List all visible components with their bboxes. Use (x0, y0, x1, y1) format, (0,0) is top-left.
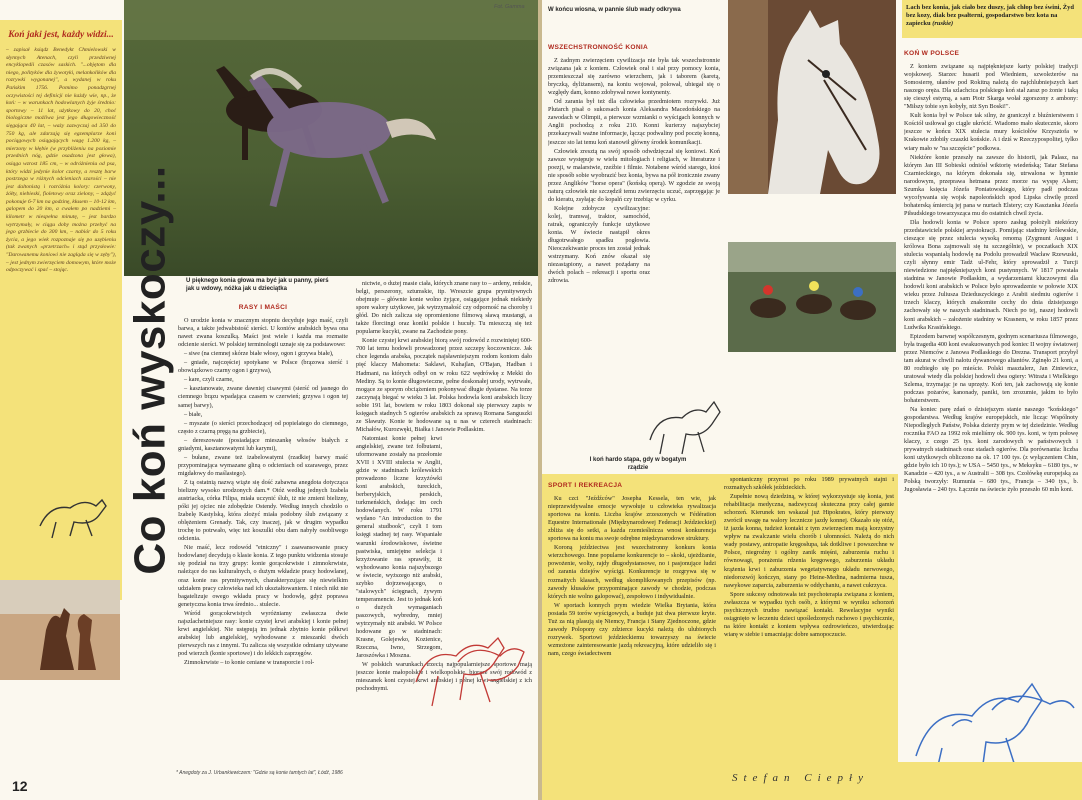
section2-paragraph: W sportach konnych prym wiedzie Wielka Brytania, która posiada 59 torów wyścigowych, a buduje już dwa pierwsze kryte. Tuż za nią plasują się Niemcy, Francja i Stany Zjednoczone, gdzie zawody Polopony czy zdzierce kucyki należą do ulubionych rozrywek. Sportowi jeździeckiemu towarzyszy na świecie wzmożone zainteresowanie jazdą rekreacyjną, które udzieliło się i nam, czego świadectwem (548, 601, 716, 657)
col1-paragraph: O urodzie konia w znacznym stopniu decyduje jego maść, czyli barwa, a także jedwabistość sierści. U koniów arabskich bywa ona nawet zwana koszulką. Maści jest wiele i każda ma rozmaite odcienie sierści. W polskiej terminologii uznaje się za podstawowe: (178, 317, 348, 349)
horses-running-photo (124, 0, 538, 276)
author-name: Stefan Ciepły (732, 772, 869, 784)
proverb (906, 4, 1078, 28)
right-page (542, 0, 1082, 800)
horse-head-photo (728, 0, 896, 194)
sport-column-2 (724, 476, 894, 760)
section1-paragraph: Człowiek zresztą na swój sposób odwdzięczał się koniowi. Koń zawsze występuje w wielu mitologiach i religiach, w literaturze i poezji, w malarstwie, rzeźbie i filmie. Notabene wśród starego, ktoś nie sposób sobie wyobrazić bez konia, bywa na pół ironicznie zwany przez Anglików "horse opera" (końską operą). W zgodzie ze swoją naturą człowiek nie szczędził temu zwierzęciu uczuć, zaprzęgając je do kieratu, zsyłając do kopalń czy trzebiąc w cyrku. (548, 147, 720, 203)
col2-paragraph: W polskich warunkach trzecią najpopularniejsze sportowe mają jeszcze konie małopolskie i wielkopolskie, biorące swój rodowód z mieszanek koni czystej krwi arabskiej i pełnej krwi angielskiej z ich pochodnymi. (356, 661, 532, 693)
section3-paragraph: Na koniec parę zdań o dzisiejszym stanie naszego "końskiego" gospodarstwa. Według krajów europejskich, nie licząc Wspólnoty Niepodległych Państw, Polska dzierży prym w tej dziedzinie. Według rocznika FAO za 1992 rok mieliśmy ok. 900 tys. koni, w tym połowę klaczy, z czego 25 tys. koni zarodowych w państwowych i prywatnych stadninach oraz stadach ogierów. Dla porównania: liczba koni użytkowych obliczono na ok. 17 100 tys. (z wyłączeniem Chin, gdzie było ich 10 tys.); w USA – 5450 tys., w Meksyku – 6180 tys., w Kanadzie – 420 tys., a w Australii – 308 tys. Czołówkę europejską za Polską tworzyły: Rumunia – 680 tys., Francja – 340 tys., b. Jugosławia – 240 tys. Łącznie na świecie żyło przeszło 60 mln koni. (904, 406, 1078, 494)
sport-heading: SPORT I REKREACJA (548, 482, 623, 489)
horses-fighting-illustration (0, 580, 120, 680)
col2-paragraph: Konie czystej krwi arabskiej biorą swój rodowód z rozwiniętej 600-700 lat temu hodowli prowadzonej przez szczepy koczownicze. Jak chce legenda arabska, początek najsławniejszym rodom koniom dało pięć klaczy Mahometa: Saklawi, Kuhajlan, O'Bajan, Hadban i Hadmani, na których odbył on w roku 622 wędrówkę z Mekki do Mediny. Są to konie długowieczne, pełne doskonałej urody, wytrwałe, mogące ze sporym obciążeniem pokonywać długie dystanse. Na torze zaczynają biegać w wieku 3 lat. Polska hodowla koni arabskich liczy sobie 191 lat, bowiem w roku 1803 dokonał się pierwszy zapis w księgach stadnych 5 ogierów arabskich za sprawą Romana Sanguszki ze Sławuty. Konie te hodowane są u nas w czterech stadninach: Michałów, Kurozwęki, Białka i Janowie Podlaskim. (356, 337, 532, 433)
col1-paragraph: – gniade, najczęściej spotykane w Polsce (brązowa sierść i obowiązkowo czarny ogon i grzywa), (178, 359, 348, 375)
section3-paragraph: Kult konia był w Polsce tak silny, że graniczył z bluźnierstwem i Kościół usiłował go ciągle ukrócić. Wiadomo mało skutecznie, skoro jeszcze w końcu XIX stulecia mury kościołów Krzysztofa w Krakowie zdobiły czaszki końskie. A i dziś w Rzeczypospolitej, tylko wiary mało w "na szczęście" podkowa. (904, 112, 1078, 152)
col1-paragraph: Wśród gorącokrwistych wyróżniamy zwłaszcza dwie najszlachetniejsze rasy: konie czystej krwi arabskiej i konie pełnej krwi angielskiej. Nie ustępują im jednak zbytnio konie półkrwi arabskiej lub angielskiej, wyhodowane z mieszanki dwóch pierwszych ras z innymi. Tu zalicza się wszystkie odmiany używane pod wierzch (konie sportowe) i do lekkich zaprzęgów. (178, 609, 348, 657)
article-title-text: Co koń wyskoczy... (126, 165, 176, 575)
proverb-source: (ruskie) (932, 20, 954, 27)
top-caption: W końcu wiosna, w pannie ślub wady odkrywa (548, 7, 681, 13)
col1-paragraph: – białe, (184, 410, 203, 418)
red-horses-sketch-icon (408, 622, 534, 718)
section3-paragraph: Z koniem związane są najpiękniejsze karty polskiej tradycji wojskowej. Starzec husarii pod Wiedniem, szwoleżerów na Somosierrę, ułanów pod Rokitną należą do najchlubniejszych kart naszego oręża. Dla szlachcica polskiego koń stał zaraz po żonie i taką się cieszył estymą, a sam Piotr Skarga wołał zgorszony z ambony: "Miłszy tobie syn kobyły, niż Syn Boski!". (904, 63, 1078, 111)
wszechstronnosc-heading: WSZECHSTRONNOŚĆ KONIA (548, 44, 649, 51)
section2b-paragraph: Spore sukcesy odnotowała też psychoterapia związana z koniem, zwłaszcza w wypadku tych osób, z którymi w wyniku schorzeń psychicznych trudno nawiązać kontakt. Rewelacyjne wyniki osiągnięto w leczeniu dzieci upośledzonych ruchowo i psychicznie, na które kontakt z koniem wpływa ozdrowieńczo, utwierdzając wiarę w siebie i umacniając dobre samopoczucie. (724, 590, 894, 638)
section1-paragraph: Od zarania był też dla człowieka przedmiotem rozrywki. Już Plutarch pisał o sukcesach konia Aleksandra Macedońskiego na zawodach w Olimpii, a pierwsze wzmianki o wyścigach konnych w Anglii pochodzą z roku 210. Konni kurierzy najszybciej przekazywali ważne informacje, łącząc podwaliny pod pocztę konną, jeszcze sto lat temu koń stanowił główny środek komunikacji. (548, 98, 720, 146)
red-horses-sketch (408, 622, 534, 718)
section2b-paragraph: spontaniczny przyrost po roku 1989 prywatnych stajni i rozmaitych szkółek jeździeckich. (724, 476, 894, 492)
photo-caption: U pięknego konia głowa ma być jak u panny, pierś jak u wdowy, nóżka jak u dzieciątka (186, 278, 329, 292)
col1-paragraph: – dereszowate (posiadające mieszankę włosów białych z gniadymi, kasztanowatymi lub karymi), (178, 436, 348, 452)
gray-horse-sketch (642, 390, 728, 460)
gray-horse-sketch-icon (642, 390, 728, 460)
col1-paragraph: Nie maść, lecz rodowód "etniczny" i zaawansowanie pracy hodowlanej decydują o klasie konia. Z tego punktu widzenia stosuje się podział na trzy grupy: konie gorącokrwiste i zimnokrwiste, należące do ras kulturalnych, o dużym wkładzie pracy hodowlanej, oraz konie ras prymitywnych, charakteryzujące się niewielkim udziałem pracy człowieka nad ich ukształtowaniem. I niech nikt nie bagatelizuje owego wkładu pracy w hodowlę, gdyż poprawa genetyczna konia trwa średnio... stulecie. (178, 544, 348, 608)
col1-paragraph: – bułane, zwane też izabelowatymi (rzadkiej barwy maść przypominająca wymazane gliną o odcieniach od szarawego, przez migdałowy do maślastego). (178, 453, 348, 477)
sidebar-text: – zapisał ksiądz Benedykt Chmielowski w słynnych Atenach, czyli przedziwnej encyklopedii czasów saskich. "...objętom dla niego, polityków dla żywotyki, melankolików dla rozrywki wygonanej", a wydanej w roku Pańskim 1756. Pomimo ponadzgrnej oczywistości tej definicji nie każdy wie, np., że koń: – w warunkach hodowlanych żyje średnio: sportowy – 11 lat, użytkowy do 20, choć biologiczne możliwa jest jego długowieczność sięgająca 40 lat, – waży zazwyczaj od 350 do 750 kg, ale zdarzają się egzemplarze koni pociągowych osiągających wagę 1.200 kg, – mierzony w kłębie (w przybliżeniu na poziomie przednich nóg, gdzie osadzona jest głowa), osiąga wzrost 185 cm, – w odróżnieniu od psa, który widzi jedynie kolor czarny, a resztę barw postrzega w różnych odcieniach szarości – nie jest daltonistą i rozróżnia kolory: czerwony, żółty, niebieski, fioletowy oraz zielony, – zdążyć pokonuje 6-7 km na godzinę, kłusem – 10-12 km, galopem do 20 km, a cwałem po nadziemi – kilometr w niespełna minutę, – jest bardzo wytrzymały, w ciągu doby można przebyć na jego grzbiecie do 300 km, – nabiór do 5 roku życia, a jego wiek rozpoznaje się po uzębieniu (tak zwanych «przetrzach» i stąd przysłowie: "Darowanemu koniowi nie zagląda się w zęby"), – jest jednym zwierzęciem domowym, które może odpoczywać i spać – stojąc. (6, 47, 116, 274)
right-column-3 (904, 44, 1078, 654)
article-title (120, 100, 182, 640)
sidebar-heading: Koń jaki jest, każdy widzi... (8, 30, 114, 40)
col1-paragraph: – siwe (na ciemnej skórze białe włosy, ogon i grzywa białe), (184, 350, 334, 358)
left-column-1 (178, 298, 348, 758)
section2-paragraph: Koroną jeździectwa jest wszechstronny konkurs konia wierzchowego. Inne popularne konkurencje to – skoki, ujeżdżanie, powożenie, wolty, rajdy długodystansowe, no i pasjonujące ludzi od zarania dziejów wyścigi. Konkurencje te rozgrywa się w rozmaitych klasach, według skomplikowanych przepisów (np. zawody kłusaków przypominające zawody w chodzie, podczas których nie wolno galopować), zespołowo i indywidualnie. (548, 544, 716, 600)
race-photo (728, 242, 896, 352)
rasy-heading: RASY I MAŚCI (238, 304, 288, 311)
section3-paragraph: Dla hodowli konia w Polsce sporo zasług położyli niektórzy przedstawiciele polskiej arystokracji. Pomijając stadniny królewskie, cieszące się przez stulecia wysoką renomą (Zygmunt August i królowa Bona zajmowali się tu szczególnie), w poczatkach XIX stulecia wspaniałą hodowlę na Podolu prowadził Wacław Rzewuski, czyli słynny emir Tadż ul-Fehr, który sprowadził z Turcji niewiedzione najpiękniejszych koni pustynnych. W 1817 powstała stadnina w Janowie Podlaskim, a wydarzeniami kluczowymi dla hodowli koni arabskich w Polsce było sprowadzenie w połowie XIX wieku przez Juliusza Dzieduszyckiego z Arabii siedmiu ogierów i trzech klaczy, których znakomite cechy do dnia dzisiejszego zachowały się w naszych stadninach. Niech po tej, naszej hodowli koni arabskich – założenie stadniny w Krasnem, w roku 1857 przez Ludwika Krasińskiego. (904, 218, 1078, 331)
footnote: * Anegdoty za J. Urbankiewiczem: "Gdzie są konie tamtych lat", Łódź, 1986 (176, 770, 343, 776)
section2b-paragraph: Zupełnie nową dziedziną, w której wykorzystuje się konia, jest rehabilitacja medyczna, nadzwyczaj skuteczna przy całej gamie schorzeń. Kierunek ten wskazał już Hipokrates, który pierwszy zwrócił uwagę na walory lecznicze jazdy konnej. Okazało się otóż, iż jazda konna, tudzież kontakt z tym zwierzęciem mają korzystny wpływ na zwalczanie wielu chorób i ułomności. Należą do nich wady postawy, antropatie kręgosłupa, tak dotkliwe i powszechne w Polsce, niegroźny i ogólny zanik mięśni, zaburzenia ruchu i równowagi, porażenia rdzenia kręgowego, zaburzenia układu krążenia krwi i zaburzenia wegetatywnego układu nerwowego, niedorozwój kończyn, stany po Heine-Medina, nadmierna tusza, nawykowe zaparcia, zaburzenia w oddychaniu, a nawet cukrzyca. (724, 493, 894, 589)
section1-paragraph: Kolejne zdobycze cywilizacyjne: kolej, tramwaj, traktor, samochód, ratrak, ograniczyły funkcje użytkowe konia. W świecie nastąpił okres długotrwałego spadku pogłowia. Nieoczekiwanie proces ten został jednak wstrzymany. Koń znów okazał się niezastąpiony, a nawet pożądany na dwóch polach – rekreacji i sportu oraz zdrowia. (548, 204, 650, 285)
photo-credit: Fot. Gamma (494, 4, 525, 10)
section3-paragraph: Niektóre konie przeszły na zawsze do historii, jak Palasz, na którym Jan III Sobieski odniósł wiktorię wiedeńską; Tatar Stefana Czarnieckiego, na którym dokonała się, utrwalona w hymnie narodowym, przeprawa hetmana przez morze na wyspę Alsen; Szumka księcia Józefa Poniatowskiego, który padł podczas wycofywania się wojsk napoleońskich spod Lipska chwilę przed bohaterską śmiercią jej pana w nurtach Elstery; czy Kasztanka Józefa Piłsudskiego towarzysząca mu do ostatnich chwil życia. (904, 153, 1078, 217)
section2-paragraph: Ku czci "Jeźdźców" Josepha Kessela, ten wie, jak nieprzewidywalne emocje wywołuje u człowieka rywalizacja sportowa na koniu. Liczba krajów zrzeszonych w Fédération Equestre Internationale (Międzynarodowej Federacji Jeździeckiej) zbliża się do setki, a każda rzemieślnicza wnosi konkurencja sportowa na koniu ma swoje odrębne międzynarodowe struktury. (548, 495, 716, 543)
section1-paragraph: Z żadnym zwierzęciem cywilizacja nie była tak wszechstronnie związana jak z koniem. Człowiek orał i siał przy pomocy konia, przemieszczał się zarówno wierzchem, jak i taborem (karetą, bryczką, dyliżansem), na koniu wojował, polował, ubiegał się o względy dam, konno zdobywał nowe kontynenty. (548, 57, 720, 97)
horse-sketch-1 (30, 486, 120, 542)
col1-paragraph: – kare, czyli czarne, (184, 376, 234, 384)
page-number: 12 (12, 778, 28, 794)
left-page (0, 0, 538, 800)
col2-paragraph: nictwie, o dużej masie ciała, których znane rasy to – ardeny, reńskie, belgi, perszerony, sztumskie, itp. Wreszcie grupa prymitywnych obejmuje – głównie konie wolno żyjące, osiągające jednak niekiedy spore walory użytkowe, jak wytrzymałość czy odporność na choroby i głód. Do nich zalicza się opromienione filmową sławą mustangi, a także florciingi oraz koniki polskie i hucuły. Tu mieszczą się też popularne kucyki, zwane na Zachodzie pony. (356, 280, 532, 336)
kon-w-polsce-heading: KOŃ W POLSCE (904, 50, 960, 57)
mid-caption: I koń hardo stąpa, gdy w bogatym rządzie (589, 457, 687, 471)
col1-paragraph: Z tą ostatnią nazwą wiąże się dość zabawna anegdota dotycząca bielizny wysoko urodzonych dam.* Otóż według jednych Izabela austriacka, córka Filipa, miała uczynić ślub, iż nie zmieni bielizny, póki jej ojciec nie zdobędzie Ostendy. Według innych chodziło o Izabelę Kastylską, która złożyć miała podobny ślub związany z oblężeniem Grenady. Tak, czy inaczej, jak w drugim wypadku trochę to potrwało, więc też koszulki obu dam nabyły osobliwego odcienia. (178, 478, 348, 543)
proverb-text: Lach bez konia, jak ciało bez duszy, jak chłop bez świni, Żyd bez kozy, diak bez psałterni, gospodarstwo bez kota na zapiecku (906, 4, 1074, 27)
sport-column-1 (548, 476, 716, 760)
horse-sketch-icon (30, 486, 120, 542)
horse-race-illustration (728, 242, 896, 352)
col2-paragraph: Natomiast konie pełnej krwi angielskiej, zwane też folbutami, uformowane zostały na przełomie XVII i XVIII stulecia w Anglii, gdzie w stadninach królewskich prowadzono liczne krzyżówki koni arabskich, tureckich, berberyjskich, perskich, turkmeńskich, dodając im cech hodowlanych. W roku 1791 wydano "An introduction to the general studbook", czyli I tom księgi stadnej tej rasy. Wspaniałe warunki środowiskowe, świetne pastwiska, umiejętne selekcja i krzyżowanie ras sprawiły, iż wyhodowano konia najszybszego w świecie, wyższego niż arabski, szybko dojrzewającego, o "stalowych" ścięgnach, żywym temperamencie. Jest to jednak koń o dużych wymaganiach paszowych, wybredny, mniej wytrzymały niż arabski. W Polsce hodowane go w stadninach: Krasne, Golejewko, Kozienice, Rzeczna, Iwno, Strzegom, Jaroszówka i Moszna. (356, 434, 442, 660)
col1-paragraph: – kasztanowate, zwane dawniej cisawymi (sierść od jasnego do ciemnego brązu wpadająca czasem w czerwień; grzywa i ogon tej samej barwy), (178, 385, 348, 409)
horses-running-illustration (124, 0, 538, 276)
col1-paragraph: – myszate (o sierści przechodzącej od popielatego do ciemnego, często z czarną pręgą na grzbiecie), (178, 419, 348, 435)
section3-paragraph: Epizodem barwnej współczesnym, godnym scenariusza filmowego, była tragedia 400 koni ewakuowanych pod koniec II wojny światowej przez Niemców z Janowa Podlaskiego do Drezna. Transport przybył tam akurat w chwili nalotu dywanowego aliantów. Zginęło 21 koni, a 80 rozbiegło się po mieście. Polski masztalerz, Jan Ziniewicz, uratował wtedy dla polskiej hodowli dwa ogiery: Witraża i Wielkiego Szlema, trzymając je na uprzęży. Koń ten, jak zachowują się konie podczas pożarów, kanonady, paniki, ten zrozumie, jakim to było bohaterstwem. (904, 332, 1078, 404)
horses-fighting-photo (0, 580, 120, 680)
horse-head-illustration (728, 0, 896, 194)
col1-paragraph: Zimnokrwiste – to konie ceniane w transporcie i rol- (184, 658, 315, 666)
